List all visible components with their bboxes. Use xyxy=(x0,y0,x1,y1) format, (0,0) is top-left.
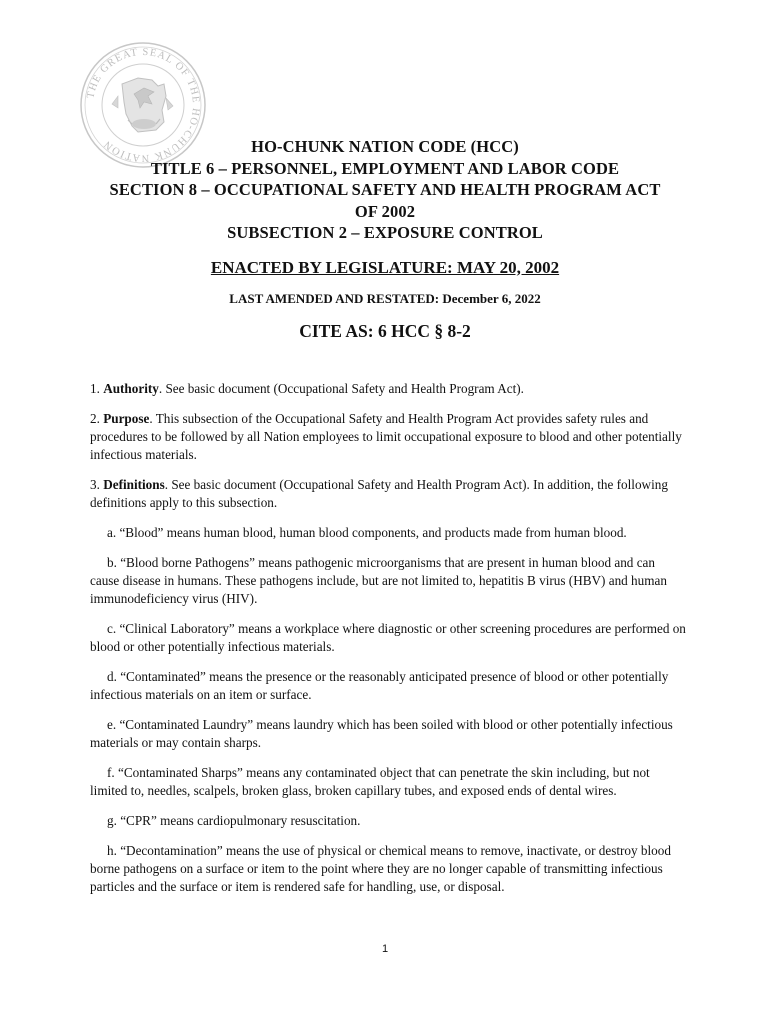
title-heading: TITLE 6 – PERSONNEL, EMPLOYMENT AND LABOR CODE xyxy=(150,158,620,178)
document-header xyxy=(60,136,710,343)
definition-contaminated-sharps: f. “Contaminated Sharps” means any contaminated object that can penetrate the skin including, but not limited to, needles, scalpels, broken glass, broken capillary tubes, and exposed ends of dental wires. xyxy=(90,765,650,798)
definition-contaminated-laundry: e. “Contaminated Laundry” means laundry which has been soiled with blood or other potentially infectious materials or may contain sharps. xyxy=(90,717,673,750)
citation: CITE AS: 6 HCC § 8-2 xyxy=(299,320,471,341)
definition-decontamination: h. “Decontamination” means the use of physical or chemical means to remove, inactivate, or destroy blood borne pathogens on a surface or item to the point where they are no longer capable of transmitting infectious particles and the surface or item is rendered safe for handling, use, or disposal. xyxy=(90,843,671,894)
definition-blood-borne-pathogens: b. “Blood borne Pathogens” means pathogenic microorganisms that are present in human blood and can cause disease in humans. These pathogens include, but are not limited to, hepatitis B virus (HBV) and human immunodeficiency virus (HIV). xyxy=(90,555,667,606)
section-definitions: 3. Definitions. See basic document (Occupational Safety and Health Program Act). In addition, the following definitions apply to this subsection. xyxy=(90,477,668,510)
enacted-date: ENACTED BY LEGISLATURE: MAY 20, 2002 xyxy=(210,257,560,277)
document-body xyxy=(90,380,686,908)
section-heading-continued: OF 2002 xyxy=(354,201,416,221)
definition-blood: a. “Blood” means human blood, human blood components, and products made from human blood. xyxy=(107,525,627,540)
definition-clinical-laboratory: c. “Clinical Laboratory” means a workplace where diagnostic or other screening procedures are performed on blood or other potentially infectious materials. xyxy=(90,621,686,654)
definition-contaminated: d. “Contaminated” means the presence or the reasonably anticipated presence of blood or other potentially infectious materials on an item or surface. xyxy=(90,669,669,702)
svg-text:THE GREAT SEAL OF THE HO-CHUNK: THE GREAT SEAL OF THE HO-CHUNK NATION xyxy=(85,46,202,164)
code-title: HO-CHUNK NATION CODE (HCC) xyxy=(251,137,519,156)
section-heading: SECTION 8 – OCCUPATIONAL SAFETY AND HEALTH PROGRAM ACT xyxy=(109,180,661,199)
amended-date: LAST AMENDED AND RESTATED: December 6, 2022 xyxy=(229,290,541,306)
subsection-heading: SUBSECTION 2 – EXPOSURE CONTROL xyxy=(227,223,543,242)
section-purpose: 2. Purpose. This subsection of the Occupational Safety and Health Program Act provides safety rules and procedures to be followed by all Nation employees to limit occupational exposure to blood and other potentially infectious materials. xyxy=(90,411,682,462)
page-number: 1 xyxy=(381,943,389,955)
definition-cpr: g. “CPR” means cardiopulmonary resuscitation. xyxy=(107,813,361,828)
section-authority: 1. Authority. See basic document (Occupational Safety and Health Program Act). xyxy=(90,381,524,396)
